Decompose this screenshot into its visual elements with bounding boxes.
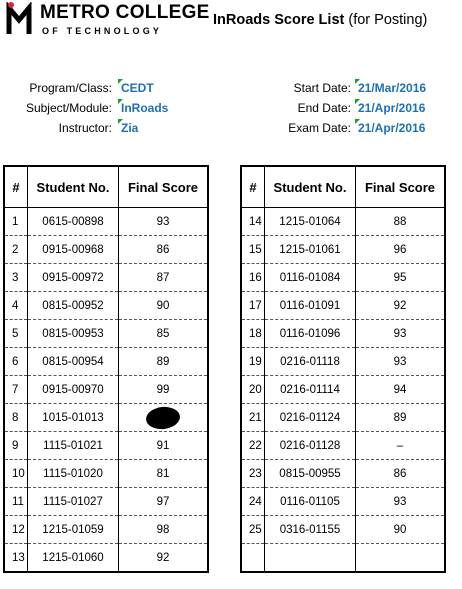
table-row xyxy=(4,236,208,264)
row-number: 19 xyxy=(241,348,265,376)
subject-value: InRoads xyxy=(121,101,169,115)
table-row xyxy=(4,292,208,320)
final-score: 85 xyxy=(119,320,209,348)
student-number: 1115-01027 xyxy=(28,488,119,516)
final-score: 81 xyxy=(119,460,209,488)
row-number: 2 xyxy=(4,236,28,264)
row-number: 24 xyxy=(241,488,265,516)
table-row xyxy=(241,432,445,460)
instructor-label: Instructor: xyxy=(58,121,112,135)
end-date-value: 21/Apr/2016 xyxy=(358,101,426,115)
logo-subtitle: OF TECHNOLOGY xyxy=(42,26,163,36)
student-number: 0915-00970 xyxy=(28,376,119,404)
table-row xyxy=(4,516,208,544)
row-number: 17 xyxy=(241,292,265,320)
row-number: 23 xyxy=(241,460,265,488)
final-score xyxy=(119,404,209,432)
row-number: 9 xyxy=(4,432,28,460)
final-score: 92 xyxy=(119,544,209,573)
final-score: 87 xyxy=(119,264,209,292)
table-row xyxy=(241,488,445,516)
row-number: 15 xyxy=(241,236,265,264)
column-header-final-score: Final Score xyxy=(356,166,446,208)
column-header-student-no: Student No. xyxy=(28,166,119,208)
row-number: 21 xyxy=(241,404,265,432)
instructor-value: Zia xyxy=(121,121,139,135)
column-header-student-no: Student No. xyxy=(265,166,356,208)
final-score: 95 xyxy=(356,264,446,292)
row-number: 4 xyxy=(4,292,28,320)
student-number: 0815-00953 xyxy=(28,320,119,348)
final-score: 94 xyxy=(356,376,446,404)
table-row xyxy=(241,516,445,544)
student-number: 1015-01013 xyxy=(28,404,119,432)
row-number: 10 xyxy=(4,460,28,488)
row-number: 12 xyxy=(4,516,28,544)
final-score: 88 xyxy=(356,208,446,236)
score-table-left xyxy=(3,165,209,573)
row-number: 18 xyxy=(241,320,265,348)
end-date-label: End Date: xyxy=(297,101,351,115)
row-number: 20 xyxy=(241,376,265,404)
final-score: 93 xyxy=(356,348,446,376)
row-number: 5 xyxy=(4,320,28,348)
final-score: 97 xyxy=(119,488,209,516)
start-date-label: Start Date: xyxy=(293,81,351,95)
final-score: 90 xyxy=(119,292,209,320)
metro-college-logo-icon xyxy=(6,2,32,36)
table-row xyxy=(241,376,445,404)
final-score: 93 xyxy=(119,208,209,236)
table-row xyxy=(4,208,208,236)
student-number: 0216-01124 xyxy=(265,404,356,432)
table-row xyxy=(4,264,208,292)
final-score: 91 xyxy=(119,432,209,460)
final-score: 89 xyxy=(119,348,209,376)
row-number: 8 xyxy=(4,404,28,432)
row-number xyxy=(241,544,265,573)
exam-date-label: Exam Date: xyxy=(288,121,351,135)
title-suffix: (for Posting) xyxy=(348,12,428,28)
column-header-number: # xyxy=(4,166,28,208)
exam-date-value: 21/Apr/2016 xyxy=(358,121,426,135)
row-number: 16 xyxy=(241,264,265,292)
table-row xyxy=(241,320,445,348)
table-row xyxy=(4,432,208,460)
final-score: 86 xyxy=(119,236,209,264)
row-number: 7 xyxy=(4,376,28,404)
column-header-number: # xyxy=(241,166,265,208)
redaction-mark xyxy=(145,405,181,430)
table-row xyxy=(241,460,445,488)
student-number: 0316-01155 xyxy=(265,516,356,544)
student-number: 1215-01061 xyxy=(265,236,356,264)
student-number: 0216-01128 xyxy=(265,432,356,460)
final-score: 93 xyxy=(356,488,446,516)
student-number: 0815-00952 xyxy=(28,292,119,320)
table-row xyxy=(4,320,208,348)
column-header-final-score: Final Score xyxy=(119,166,209,208)
row-number: 1 xyxy=(4,208,28,236)
student-number: 0216-01118 xyxy=(265,348,356,376)
final-score: 86 xyxy=(356,460,446,488)
table-row xyxy=(241,292,445,320)
row-number: 6 xyxy=(4,348,28,376)
table-row xyxy=(241,264,445,292)
row-number: 22 xyxy=(241,432,265,460)
table-row xyxy=(241,544,445,573)
page-title xyxy=(213,12,427,28)
row-number: 14 xyxy=(241,208,265,236)
table-row xyxy=(241,208,445,236)
table-header-row xyxy=(241,166,445,208)
row-number: 13 xyxy=(4,544,28,573)
table-row xyxy=(4,404,208,432)
student-number: 1215-01060 xyxy=(28,544,119,573)
table-row xyxy=(4,460,208,488)
final-score: 93 xyxy=(356,320,446,348)
final-score: 99 xyxy=(119,376,209,404)
table-row xyxy=(4,544,208,573)
table-row xyxy=(241,348,445,376)
student-number: 0116-01091 xyxy=(265,292,356,320)
final-score: 92 xyxy=(356,292,446,320)
student-number: 0815-00954 xyxy=(28,348,119,376)
student-number: 1215-01064 xyxy=(265,208,356,236)
table-row xyxy=(4,376,208,404)
final-score: 98 xyxy=(119,516,209,544)
table-row xyxy=(4,488,208,516)
student-number: 1115-01021 xyxy=(28,432,119,460)
student-number: 0216-01114 xyxy=(265,376,356,404)
row-number: 3 xyxy=(4,264,28,292)
final-score: – xyxy=(356,432,446,460)
student-number: 0915-00968 xyxy=(28,236,119,264)
score-table-right xyxy=(240,165,446,573)
program-label: Program/Class: xyxy=(29,81,112,95)
title-main: InRoads Score List xyxy=(213,12,345,28)
final-score: 89 xyxy=(356,404,446,432)
final-score: 90 xyxy=(356,516,446,544)
student-number: 0116-01084 xyxy=(265,264,356,292)
table-row xyxy=(241,404,445,432)
logo-name: METRO COLLEGE xyxy=(40,2,210,23)
start-date-value: 21/Mar/2016 xyxy=(358,81,427,95)
final-score xyxy=(356,544,446,573)
row-number: 11 xyxy=(4,488,28,516)
student-number: 0815-00955 xyxy=(265,460,356,488)
table-row xyxy=(4,348,208,376)
student-number: 1115-01020 xyxy=(28,460,119,488)
program-value: CEDT xyxy=(121,81,154,95)
student-number xyxy=(265,544,356,573)
student-number: 0116-01105 xyxy=(265,488,356,516)
table-row xyxy=(241,236,445,264)
student-number: 0116-01096 xyxy=(265,320,356,348)
final-score: 96 xyxy=(356,236,446,264)
row-number: 25 xyxy=(241,516,265,544)
subject-label: Subject/Module: xyxy=(25,101,112,115)
table-header-row xyxy=(4,166,208,208)
college-logo xyxy=(2,0,210,46)
student-number: 0915-00972 xyxy=(28,264,119,292)
student-number: 1215-01059 xyxy=(28,516,119,544)
student-number: 0615-00898 xyxy=(28,208,119,236)
